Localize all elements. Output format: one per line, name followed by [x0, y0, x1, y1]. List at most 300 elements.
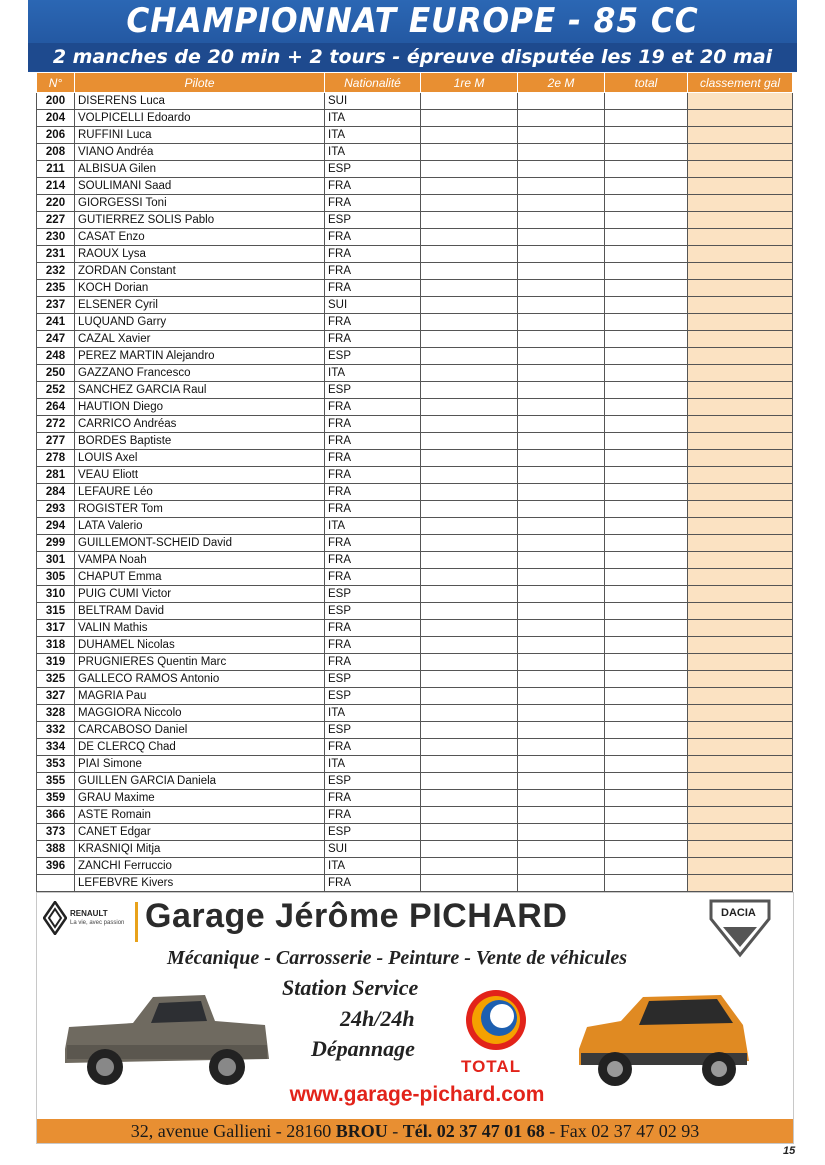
- nationality-cell: ITA: [325, 365, 421, 382]
- bib-number-cell: 277: [37, 433, 75, 450]
- total-cell: [605, 875, 688, 892]
- bib-number-cell: 200: [37, 93, 75, 110]
- nationality-cell: ITA: [325, 518, 421, 535]
- pilot-name-cell: RAOUX Lysa: [75, 246, 325, 263]
- pilot-name-cell: VOLPICELLI Edoardo: [75, 110, 325, 127]
- nationality-cell: ESP: [325, 722, 421, 739]
- pilot-name-cell: ZORDAN Constant: [75, 263, 325, 280]
- total-cell: [605, 569, 688, 586]
- bib-number-cell: 299: [37, 535, 75, 552]
- bib-number-cell: 248: [37, 348, 75, 365]
- ranking-cell: [688, 314, 793, 331]
- total-cell: [605, 824, 688, 841]
- nationality-cell: ESP: [325, 688, 421, 705]
- pilot-name-cell: ELSENER Cyril: [75, 297, 325, 314]
- column-header-ranking: classement gal: [688, 73, 793, 93]
- race2-result-cell: [518, 144, 605, 161]
- pilot-name-cell: HAUTION Diego: [75, 399, 325, 416]
- table-row: [37, 297, 793, 314]
- station-service: Station Service: [282, 975, 419, 1000]
- nationality-cell: FRA: [325, 807, 421, 824]
- pilot-name-cell: CAZAL Xavier: [75, 331, 325, 348]
- nationality-cell: FRA: [325, 654, 421, 671]
- nationality-cell: FRA: [325, 195, 421, 212]
- bib-number-cell: [37, 875, 75, 892]
- table-row: [37, 603, 793, 620]
- nationality-cell: ESP: [325, 212, 421, 229]
- bib-number-cell: 359: [37, 790, 75, 807]
- race1-result-cell: [421, 348, 518, 365]
- table-row: [37, 246, 793, 263]
- dacia-brand: DACIA: [721, 907, 756, 919]
- total-cell: [605, 654, 688, 671]
- garage-advertisement: [36, 892, 794, 1144]
- race2-result-cell: [518, 841, 605, 858]
- race1-result-cell: [421, 552, 518, 569]
- race2-result-cell: [518, 178, 605, 195]
- bib-number-cell: 373: [37, 824, 75, 841]
- nationality-cell: FRA: [325, 484, 421, 501]
- street-address: 32, avenue Gallieni - 28160: [130, 1121, 336, 1141]
- total-cell: [605, 535, 688, 552]
- ranking-cell: [688, 110, 793, 127]
- race1-result-cell: [421, 127, 518, 144]
- pilot-name-cell: CASAT Enzo: [75, 229, 325, 246]
- nationality-cell: FRA: [325, 314, 421, 331]
- bib-number-cell: 310: [37, 586, 75, 603]
- table-row: [37, 195, 793, 212]
- ranking-cell: [688, 671, 793, 688]
- pilot-name-cell: LOUIS Axel: [75, 450, 325, 467]
- total-cell: [605, 144, 688, 161]
- table-row: [37, 875, 793, 892]
- pilot-name-cell: ASTE Romain: [75, 807, 325, 824]
- race2-result-cell: [518, 535, 605, 552]
- race2-result-cell: [518, 875, 605, 892]
- nationality-cell: ESP: [325, 161, 421, 178]
- race1-result-cell: [421, 841, 518, 858]
- total-cell: [605, 484, 688, 501]
- race1-result-cell: [421, 484, 518, 501]
- table-row: [37, 824, 793, 841]
- total-cell: [605, 314, 688, 331]
- race1-result-cell: [421, 824, 518, 841]
- race1-result-cell: [421, 433, 518, 450]
- bib-number-cell: 208: [37, 144, 75, 161]
- nationality-cell: FRA: [325, 416, 421, 433]
- total-cell: [605, 229, 688, 246]
- nationality-cell: FRA: [325, 467, 421, 484]
- race1-result-cell: [421, 773, 518, 790]
- ranking-cell: [688, 127, 793, 144]
- race2-result-cell: [518, 297, 605, 314]
- nationality-cell: FRA: [325, 450, 421, 467]
- city: BROU: [335, 1121, 388, 1141]
- table-row: [37, 586, 793, 603]
- column-header-nationality: Nationalité: [325, 73, 421, 93]
- race1-result-cell: [421, 603, 518, 620]
- table-row: [37, 807, 793, 824]
- race1-result-cell: [421, 195, 518, 212]
- race2-result-cell: [518, 603, 605, 620]
- nationality-cell: FRA: [325, 535, 421, 552]
- pilot-name-cell: GUTIERREZ SOLIS Pablo: [75, 212, 325, 229]
- total-cell: [605, 331, 688, 348]
- total-cell: [605, 93, 688, 110]
- total-cell: [605, 739, 688, 756]
- total-cell: [605, 178, 688, 195]
- pilot-name-cell: DUHAMEL Nicolas: [75, 637, 325, 654]
- ranking-cell: [688, 603, 793, 620]
- table-row: [37, 161, 793, 178]
- race2-result-cell: [518, 229, 605, 246]
- race1-result-cell: [421, 858, 518, 875]
- ranking-cell: [688, 705, 793, 722]
- pilot-name-cell: GRAU Maxime: [75, 790, 325, 807]
- race1-result-cell: [421, 518, 518, 535]
- race1-result-cell: [421, 756, 518, 773]
- race2-result-cell: [518, 484, 605, 501]
- table-header-row: [37, 73, 793, 93]
- table-row: [37, 365, 793, 382]
- total-cell: [605, 110, 688, 127]
- table-row: [37, 518, 793, 535]
- race1-result-cell: [421, 535, 518, 552]
- ad-divider: [135, 902, 138, 942]
- pickup-truck-image: [55, 979, 275, 1099]
- race2-result-cell: [518, 93, 605, 110]
- race1-result-cell: [421, 467, 518, 484]
- pilot-name-cell: SANCHEZ GARCIA Raul: [75, 382, 325, 399]
- ranking-cell: [688, 773, 793, 790]
- total-cell: [605, 620, 688, 637]
- ranking-cell: [688, 739, 793, 756]
- race2-result-cell: [518, 246, 605, 263]
- race1-result-cell: [421, 382, 518, 399]
- nationality-cell: FRA: [325, 263, 421, 280]
- ranking-cell: [688, 586, 793, 603]
- ranking-cell: [688, 297, 793, 314]
- race2-result-cell: [518, 382, 605, 399]
- pilot-name-cell: VALIN Mathis: [75, 620, 325, 637]
- table-row: [37, 569, 793, 586]
- race2-result-cell: [518, 637, 605, 654]
- nationality-cell: ESP: [325, 773, 421, 790]
- race2-result-cell: [518, 739, 605, 756]
- nationality-cell: FRA: [325, 178, 421, 195]
- race2-result-cell: [518, 280, 605, 297]
- table-row: [37, 535, 793, 552]
- nationality-cell: FRA: [325, 637, 421, 654]
- table-row: [37, 331, 793, 348]
- pilot-name-cell: RUFFINI Luca: [75, 127, 325, 144]
- table-body: [37, 93, 793, 892]
- race1-result-cell: [421, 790, 518, 807]
- race2-result-cell: [518, 586, 605, 603]
- nationality-cell: ITA: [325, 144, 421, 161]
- race1-result-cell: [421, 654, 518, 671]
- total-cell: [605, 416, 688, 433]
- race1-result-cell: [421, 739, 518, 756]
- race2-result-cell: [518, 348, 605, 365]
- fax-number: - Fax 02 37 47 02 93: [544, 1121, 700, 1141]
- total-cell: [605, 518, 688, 535]
- bib-number-cell: 250: [37, 365, 75, 382]
- ranking-cell: [688, 654, 793, 671]
- bib-number-cell: 227: [37, 212, 75, 229]
- table-row: [37, 773, 793, 790]
- nationality-cell: ITA: [325, 756, 421, 773]
- ranking-cell: [688, 144, 793, 161]
- total-cell: [605, 807, 688, 824]
- nationality-cell: SUI: [325, 93, 421, 110]
- nationality-cell: FRA: [325, 331, 421, 348]
- race2-result-cell: [518, 773, 605, 790]
- nationality-cell: FRA: [325, 875, 421, 892]
- renault-tagline: La vie, avec passion: [70, 920, 125, 926]
- pilot-name-cell: DISERENS Luca: [75, 93, 325, 110]
- ranking-cell: [688, 246, 793, 263]
- ranking-cell: [688, 484, 793, 501]
- race2-result-cell: [518, 518, 605, 535]
- bib-number-cell: 204: [37, 110, 75, 127]
- ranking-cell: [688, 552, 793, 569]
- nationality-cell: ESP: [325, 824, 421, 841]
- table-row: [37, 705, 793, 722]
- race2-result-cell: [518, 263, 605, 280]
- bib-number-cell: 325: [37, 671, 75, 688]
- bib-number-cell: 214: [37, 178, 75, 195]
- race1-result-cell: [421, 93, 518, 110]
- ranking-cell: [688, 280, 793, 297]
- results-table: [36, 72, 793, 892]
- total-cell: [605, 450, 688, 467]
- total-cell: [605, 280, 688, 297]
- ranking-cell: [688, 195, 793, 212]
- pilot-name-cell: CARCABOSO Daniel: [75, 722, 325, 739]
- pilot-name-cell: KOCH Dorian: [75, 280, 325, 297]
- nationality-cell: ESP: [325, 586, 421, 603]
- bib-number-cell: 353: [37, 756, 75, 773]
- table-row: [37, 212, 793, 229]
- race1-result-cell: [421, 807, 518, 824]
- table-row: [37, 790, 793, 807]
- bib-number-cell: 366: [37, 807, 75, 824]
- bib-number-cell: 264: [37, 399, 75, 416]
- ranking-cell: [688, 824, 793, 841]
- race2-result-cell: [518, 858, 605, 875]
- nationality-cell: FRA: [325, 280, 421, 297]
- ranking-cell: [688, 535, 793, 552]
- renault-brand: RENAULT: [70, 909, 108, 918]
- nationality-cell: SUI: [325, 297, 421, 314]
- total-cell: [605, 501, 688, 518]
- ranking-cell: [688, 620, 793, 637]
- pilot-name-cell: LEFAURE Léo: [75, 484, 325, 501]
- total-cell: [605, 246, 688, 263]
- race1-result-cell: [421, 875, 518, 892]
- race1-result-cell: [421, 586, 518, 603]
- nationality-cell: ITA: [325, 110, 421, 127]
- race1-result-cell: [421, 569, 518, 586]
- total-cell: [605, 195, 688, 212]
- address-bar: 32, avenue Gallieni - 28160 BROU - Tél. 02 37 47 01 68 - Fax 02 37 47 02 93: [37, 1119, 793, 1143]
- pilot-name-cell: PEREZ MARTIN Alejandro: [75, 348, 325, 365]
- garage-website-link[interactable]: www.garage-pichard.com: [289, 1083, 545, 1106]
- total-cell: [605, 399, 688, 416]
- race2-result-cell: [518, 331, 605, 348]
- table-row: [37, 620, 793, 637]
- ranking-cell: [688, 501, 793, 518]
- race2-result-cell: [518, 552, 605, 569]
- pilot-name-cell: BORDES Baptiste: [75, 433, 325, 450]
- ranking-cell: [688, 875, 793, 892]
- race1-result-cell: [421, 229, 518, 246]
- race2-result-cell: [518, 195, 605, 212]
- ranking-cell: [688, 688, 793, 705]
- race2-result-cell: [518, 212, 605, 229]
- race2-result-cell: [518, 688, 605, 705]
- bib-number-cell: 317: [37, 620, 75, 637]
- bib-number-cell: 301: [37, 552, 75, 569]
- table-row: [37, 348, 793, 365]
- ranking-cell: [688, 433, 793, 450]
- nationality-cell: ESP: [325, 671, 421, 688]
- ranking-cell: [688, 841, 793, 858]
- ranking-cell: [688, 399, 793, 416]
- column-header-total: total: [605, 73, 688, 93]
- column-header-pilot: Pilote: [75, 73, 325, 93]
- total-brand: TOTAL: [461, 1057, 522, 1076]
- bib-number-cell: 247: [37, 331, 75, 348]
- pilot-name-cell: PRUGNIERES Quentin Marc: [75, 654, 325, 671]
- bib-number-cell: 230: [37, 229, 75, 246]
- bib-number-cell: 272: [37, 416, 75, 433]
- total-cell: [605, 688, 688, 705]
- ranking-cell: [688, 212, 793, 229]
- race2-result-cell: [518, 722, 605, 739]
- table-row: [37, 756, 793, 773]
- race1-result-cell: [421, 297, 518, 314]
- total-cell: [605, 433, 688, 450]
- breakdown-service: Dépannage: [311, 1036, 415, 1061]
- race2-result-cell: [518, 501, 605, 518]
- bib-number-cell: 318: [37, 637, 75, 654]
- bib-number-cell: 396: [37, 858, 75, 875]
- nationality-cell: FRA: [325, 739, 421, 756]
- race2-result-cell: [518, 314, 605, 331]
- race2-result-cell: [518, 807, 605, 824]
- nationality-cell: SUI: [325, 841, 421, 858]
- bib-number-cell: 328: [37, 705, 75, 722]
- bib-number-cell: 293: [37, 501, 75, 518]
- pilot-name-cell: MAGGIORA Niccolo: [75, 705, 325, 722]
- total-logo-icon: [461, 985, 531, 1055]
- ranking-cell: [688, 229, 793, 246]
- bib-number-cell: 241: [37, 314, 75, 331]
- duster-suv-image: [573, 985, 753, 1097]
- race2-result-cell: [518, 654, 605, 671]
- bib-number-cell: 319: [37, 654, 75, 671]
- total-cell: [605, 722, 688, 739]
- bib-number-cell: 237: [37, 297, 75, 314]
- pilot-name-cell: LUQUAND Garry: [75, 314, 325, 331]
- ranking-cell: [688, 467, 793, 484]
- column-header-race1: 1re M: [421, 73, 518, 93]
- race1-result-cell: [421, 161, 518, 178]
- race2-result-cell: [518, 416, 605, 433]
- total-cell: [605, 552, 688, 569]
- table-row: [37, 144, 793, 161]
- page-header: [28, 0, 797, 72]
- pilot-name-cell: VAMPA Noah: [75, 552, 325, 569]
- nationality-cell: FRA: [325, 229, 421, 246]
- ranking-cell: [688, 93, 793, 110]
- bib-number-cell: 252: [37, 382, 75, 399]
- race2-result-cell: [518, 450, 605, 467]
- ranking-cell: [688, 178, 793, 195]
- total-cell: [605, 348, 688, 365]
- bib-number-cell: 278: [37, 450, 75, 467]
- ranking-cell: [688, 518, 793, 535]
- ranking-cell: [688, 637, 793, 654]
- bib-number-cell: 332: [37, 722, 75, 739]
- bib-number-cell: 294: [37, 518, 75, 535]
- race1-result-cell: [421, 365, 518, 382]
- nationality-cell: FRA: [325, 433, 421, 450]
- race2-result-cell: [518, 620, 605, 637]
- ranking-cell: [688, 807, 793, 824]
- bib-number-cell: 355: [37, 773, 75, 790]
- nationality-cell: ITA: [325, 705, 421, 722]
- nationality-cell: FRA: [325, 501, 421, 518]
- page-title: CHAMPIONNAT EUROPE - 85 CC: [126, 1, 699, 41]
- total-cell: [605, 773, 688, 790]
- total-cell: [605, 467, 688, 484]
- pilot-name-cell: KRASNIQI Mitja: [75, 841, 325, 858]
- race1-result-cell: [421, 314, 518, 331]
- ranking-cell: [688, 382, 793, 399]
- nationality-cell: FRA: [325, 246, 421, 263]
- ranking-cell: [688, 450, 793, 467]
- table-row: [37, 671, 793, 688]
- race2-result-cell: [518, 399, 605, 416]
- renault-logo-icon: [43, 901, 67, 935]
- table-row: [37, 484, 793, 501]
- table-row: [37, 229, 793, 246]
- nationality-cell: FRA: [325, 790, 421, 807]
- ranking-cell: [688, 263, 793, 280]
- race2-result-cell: [518, 433, 605, 450]
- ranking-cell: [688, 722, 793, 739]
- pilot-name-cell: PUIG CUMI Victor: [75, 586, 325, 603]
- race1-result-cell: [421, 263, 518, 280]
- table-row: [37, 178, 793, 195]
- ranking-cell: [688, 161, 793, 178]
- pilot-name-cell: VEAU Eliott: [75, 467, 325, 484]
- nationality-cell: ITA: [325, 858, 421, 875]
- race2-result-cell: [518, 110, 605, 127]
- total-cell: [605, 705, 688, 722]
- race2-result-cell: [518, 824, 605, 841]
- race1-result-cell: [421, 144, 518, 161]
- race2-result-cell: [518, 161, 605, 178]
- total-cell: [605, 756, 688, 773]
- nationality-cell: FRA: [325, 399, 421, 416]
- race1-result-cell: [421, 637, 518, 654]
- race1-result-cell: [421, 331, 518, 348]
- column-header-number: N°: [37, 73, 75, 93]
